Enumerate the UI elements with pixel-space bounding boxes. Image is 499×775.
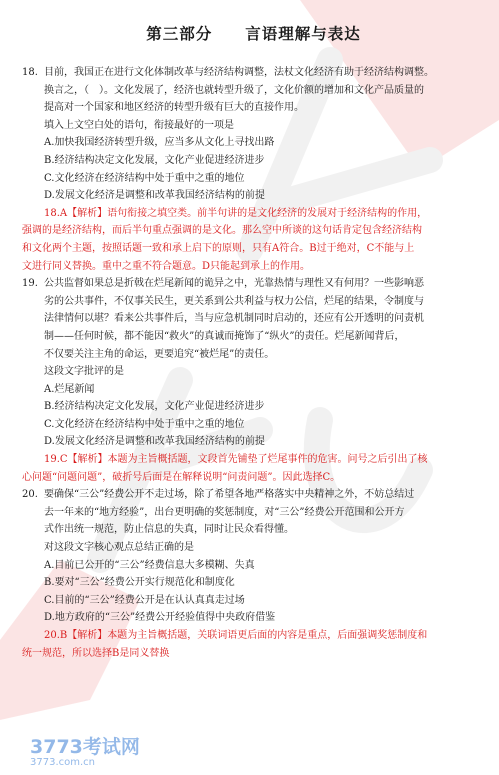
- section-title: 第三部分 言语理解与表达: [146, 25, 361, 43]
- stem-line: 目前，我国正在进行文化体制改革与经济结构调整，法杖文化经济有助于经济结构调整。: [44, 67, 434, 78]
- stem-line: 去一年来的“地方经验”，出台更明确的奖惩制度，对“三公”经费公开范围和公开方: [44, 506, 405, 518]
- option-b: B.要对“三公”经费公开实行规范化和制度化: [44, 577, 235, 589]
- stem-line: 要确保“三公”经费公开不走过场，除了希望各地严格落实中央精神之外，不妨总结过: [44, 489, 415, 501]
- answer-line: 心问题“问题问题”，破折号后面是在解释说明“问责问题”。因此选择C。: [22, 471, 341, 483]
- question-18: [22, 64, 485, 275]
- question-19: [22, 275, 485, 486]
- option-d: D.发展文化经济是调整和改革我国经济结构的前提: [44, 190, 265, 202]
- question-prompt: 填入上文空白处的语句，衔接最好的一项是: [44, 119, 234, 131]
- option-c: C.文化经济在经济结构中处于重中之重的地位: [44, 418, 245, 430]
- stem-line: 提高对一个国家和地区经济的转型升级有巨大的直接作用。: [44, 102, 304, 114]
- question-20: [22, 486, 485, 662]
- answer-line: 文进行同义替换。重中之重不符合题意。D只能起到承上的作用。: [22, 260, 311, 272]
- stem-line: 不仅要关注主角的命运，更要追究“被烂尾”的责任。: [44, 348, 275, 360]
- option-b: B.经济结构决定文化发展，文化产业促进经济进步: [44, 154, 265, 166]
- answer-line: 强调的是经济结构，而后半句重点强调的是文化。那么空中所谈的这句话肯定包含经济结构: [22, 225, 422, 237]
- answer-line: 20.B【解析】本题为主旨概括题，关联词语更后面的内容是重点，后面强调奖惩制度和: [44, 630, 428, 641]
- question-number: 20.: [22, 489, 38, 501]
- question-prompt: 这段文字批评的是: [44, 366, 124, 378]
- answer-line: 和文化两个主题，按照话题一致和承上启下的原则，只有A符合。B过于绝对，C不能与上: [22, 242, 415, 254]
- answer-line: 18.A【解析】语句衔接之填空类。前半句讲的是文化经济的发展对于经济结构的作用，: [44, 207, 428, 219]
- answer-explanation: [22, 627, 485, 662]
- option-a: A.加快我国经济转型升级，应当多从文化上寻找出路: [44, 137, 275, 149]
- stem-line: 法律情何以堪？看来公共事件后，当与应急机制同时启动的，还应有公开透明的问责机: [44, 313, 424, 325]
- question-number: 18.: [22, 67, 38, 78]
- answer-line: 19.C【解析】本题为主旨概括题，文段首先铺垫了烂尾事件的危害。问号之后引出了核: [44, 454, 428, 466]
- option-a: A.目前已公开的“三公”经费信息大多模糊、失真: [44, 559, 255, 571]
- stem-line: 公共监督如果总是折戟在烂尾新闻的诡异之中，光靠热情与理性又有何用？一些影响恶: [44, 278, 424, 290]
- stem-line: 劣的公共事件，不仅事关民生，更关系到公共利益与权力公信，烂尾的结果，令制度与: [44, 295, 424, 307]
- stem-line: 制——任何时候，都不能因“救火”的真诚而掩饰了“纵火”的责任。烂尾新闻背后，: [44, 330, 405, 342]
- answer-explanation: [22, 205, 485, 275]
- option-a: A.烂尾新闻: [44, 383, 95, 395]
- option-c: C.目前的“三公”经费公开是在认认真真走过场: [44, 594, 245, 606]
- option-c: C.文化经济在经济结构中处于重中之重的地位: [44, 172, 245, 184]
- option-b: B.经济结构决定文化发展，文化产业促进经济进步: [44, 401, 265, 413]
- question-number: 19.: [22, 278, 38, 290]
- answer-line: 统一规范，所以选择B是同义替换: [22, 647, 170, 659]
- answer-explanation: [22, 451, 485, 486]
- stem-line: 换言之，（ ）。文化发展了，经济也就转型升级了，文化价额的增加和文化产品质量的: [44, 84, 424, 96]
- option-d: D.发展文化经济是调整和改革我国经济结构的前提: [44, 436, 265, 448]
- option-d: D.地方政府的“三公”经费公开经验值得中央政府借鉴: [44, 612, 276, 624]
- site-logo-name: 3773考试网: [30, 736, 140, 758]
- question-prompt: 对这段文字核心观点总结正确的是: [44, 542, 194, 554]
- site-logo-watermark: [30, 737, 140, 769]
- site-logo-url: 3773.com.cn: [30, 757, 95, 768]
- stem-line: 式作出统一规范，防止信息的失真，同时让民众看得懂。: [44, 524, 294, 536]
